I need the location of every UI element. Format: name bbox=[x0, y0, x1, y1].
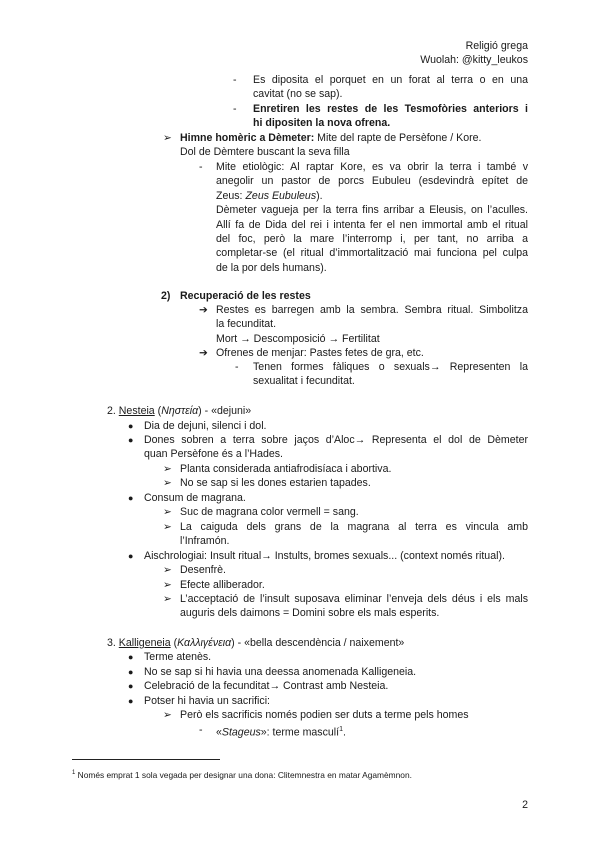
dash-marker: - bbox=[233, 103, 237, 115]
list-item: Efecte alliberador. bbox=[180, 579, 265, 591]
bullet-icon: ● bbox=[128, 493, 134, 503]
page-number: 2 bbox=[522, 799, 528, 811]
list-item: Ofrenes de menjar: Pastes fetes de gra, etc. bbox=[216, 347, 424, 359]
list-item: Terme atenès. bbox=[144, 651, 212, 663]
dash-marker: - bbox=[199, 724, 203, 736]
dash-marker: - bbox=[235, 361, 239, 373]
list-item: Dones sobren a terra sobre jaços d’Aloc→ Representa el dol de Dèmeter quan Persèfone és a l’Hades. bbox=[144, 434, 528, 461]
footnote-divider bbox=[72, 759, 220, 760]
header-subject: Religió grega bbox=[465, 40, 528, 52]
list-item: L’acceptació de l’insult suposava eliminar l’enveja dels déus i els mals auguris dels daimons = Domini sobre els mals esperits. bbox=[180, 593, 528, 620]
bullet-icon: ● bbox=[128, 696, 134, 706]
list-item: Es diposita el porquet en un forat al terra o en una cavitat (no se sap). bbox=[253, 74, 528, 101]
section-number: 2) bbox=[161, 290, 171, 302]
nesteia-heading: 2. Nesteia (Νηστεία) - «dejuni» bbox=[107, 405, 252, 417]
list-item: «Stageus»: terme masculí$^1$. bbox=[216, 726, 346, 739]
list-item: Potser hi havia un sacrifici: bbox=[144, 695, 271, 707]
kalligeneia-heading: 3. Kalligeneia (Καλλιγένεια) - «bella descendència / naixement» bbox=[107, 637, 405, 649]
header-author: Wuolah: @kitty_leukos bbox=[420, 54, 528, 66]
list-item: Aischrologiai: Insult ritual→ Instults, bromes sexuals... (context només ritual). bbox=[144, 550, 505, 562]
dash-marker: - bbox=[199, 161, 203, 173]
arrowhead-icon: ➢ bbox=[163, 593, 172, 605]
list-item: Restes es barregen amb la sembra. Sembra ritual. Simbolitza la fecunditat. Mort → Descomposició → Fertilitat bbox=[216, 304, 528, 345]
himne-subtitle: Dol de Dèmtere buscant la seva filla bbox=[180, 146, 350, 158]
list-item: No se sap si les dones estarien tapades. bbox=[180, 477, 371, 489]
list-item: No se sap si hi havia una deessa anomenada Kalligeneia. bbox=[144, 666, 417, 678]
list-item: Desenfrè. bbox=[180, 564, 226, 576]
dash-marker: - bbox=[233, 74, 237, 86]
bullet-icon: ● bbox=[128, 667, 134, 677]
list-item: Suc de magrana color vermell = sang. bbox=[180, 506, 359, 518]
arrowhead-icon: ➢ bbox=[163, 506, 172, 518]
list-item: Tenen formes fàliques o sexuals→ Representen la sexualitat i fecunditat. bbox=[253, 361, 528, 388]
bullet-icon: ● bbox=[128, 551, 134, 561]
list-item: Però els sacrificis només podien ser duts a terme pels homes bbox=[180, 709, 469, 721]
arrowhead-icon: ➢ bbox=[163, 579, 172, 591]
list-item: Consum de magrana. bbox=[144, 492, 246, 504]
bullet-icon: ● bbox=[128, 421, 134, 431]
list-item: Dia de dejuni, silenci i dol. bbox=[144, 420, 267, 432]
arrowhead-icon: ➢ bbox=[163, 463, 172, 475]
arrow-icon: ➔ bbox=[199, 304, 208, 316]
arrowhead-icon: ➢ bbox=[163, 709, 172, 721]
bullet-icon: ● bbox=[128, 652, 134, 662]
arrowhead-icon: ➢ bbox=[163, 477, 172, 489]
bullet-icon: ● bbox=[128, 681, 134, 691]
bullet-icon: ● bbox=[128, 435, 134, 445]
arrowhead-icon: ➢ bbox=[163, 564, 172, 576]
list-item: Planta considerada antiafrodisíaca i abortiva. bbox=[180, 463, 392, 475]
footnote-ref: 1 bbox=[339, 726, 343, 733]
footnote: $^1$ Només emprat 1 sola vegada per designar una dona: Clitemnestra en matar Agamèmnon. bbox=[72, 769, 412, 780]
arrowhead-icon: ➢ bbox=[163, 521, 172, 533]
list-item: La caiguda dels grans de la magrana al terra es vincula amb l’Infram​ón. bbox=[180, 521, 528, 548]
list-item: Enretiren les restes de les Tesmofòries anteriors i hi dipositen la nova ofrena. bbox=[253, 103, 528, 130]
recuperacio-heading: Recuperació de les restes bbox=[180, 290, 311, 302]
mite-paragraph: Mite etiològic: Al raptar Kore, es va obrir la terra i també v anegolir un pastor de porcs Eubuleu (esdevindrà epítet de Zeus: Zeus Eubuleus). Dèmeter vagueja per la terra fins arribar a Eleusis, on l’aculles. Allí fa de Dida del rei i intenta fer el nen immortal amb el ritual del foc, però la mare l’interromp i, per tant, no arriba a completar-se (el ritual d’immortalització mai funciona pel culpa de la por dels humans). bbox=[216, 161, 528, 274]
arrow-icon: ➔ bbox=[199, 347, 208, 359]
list-item: Celebració de la fecunditat→ Contrast amb Nesteia. bbox=[144, 680, 389, 692]
arrowhead-icon: ➢ bbox=[163, 132, 172, 144]
himne-heading: Himne homèric a Dèmeter: Mite del rapte de Persèfone / Kore. bbox=[180, 132, 482, 144]
